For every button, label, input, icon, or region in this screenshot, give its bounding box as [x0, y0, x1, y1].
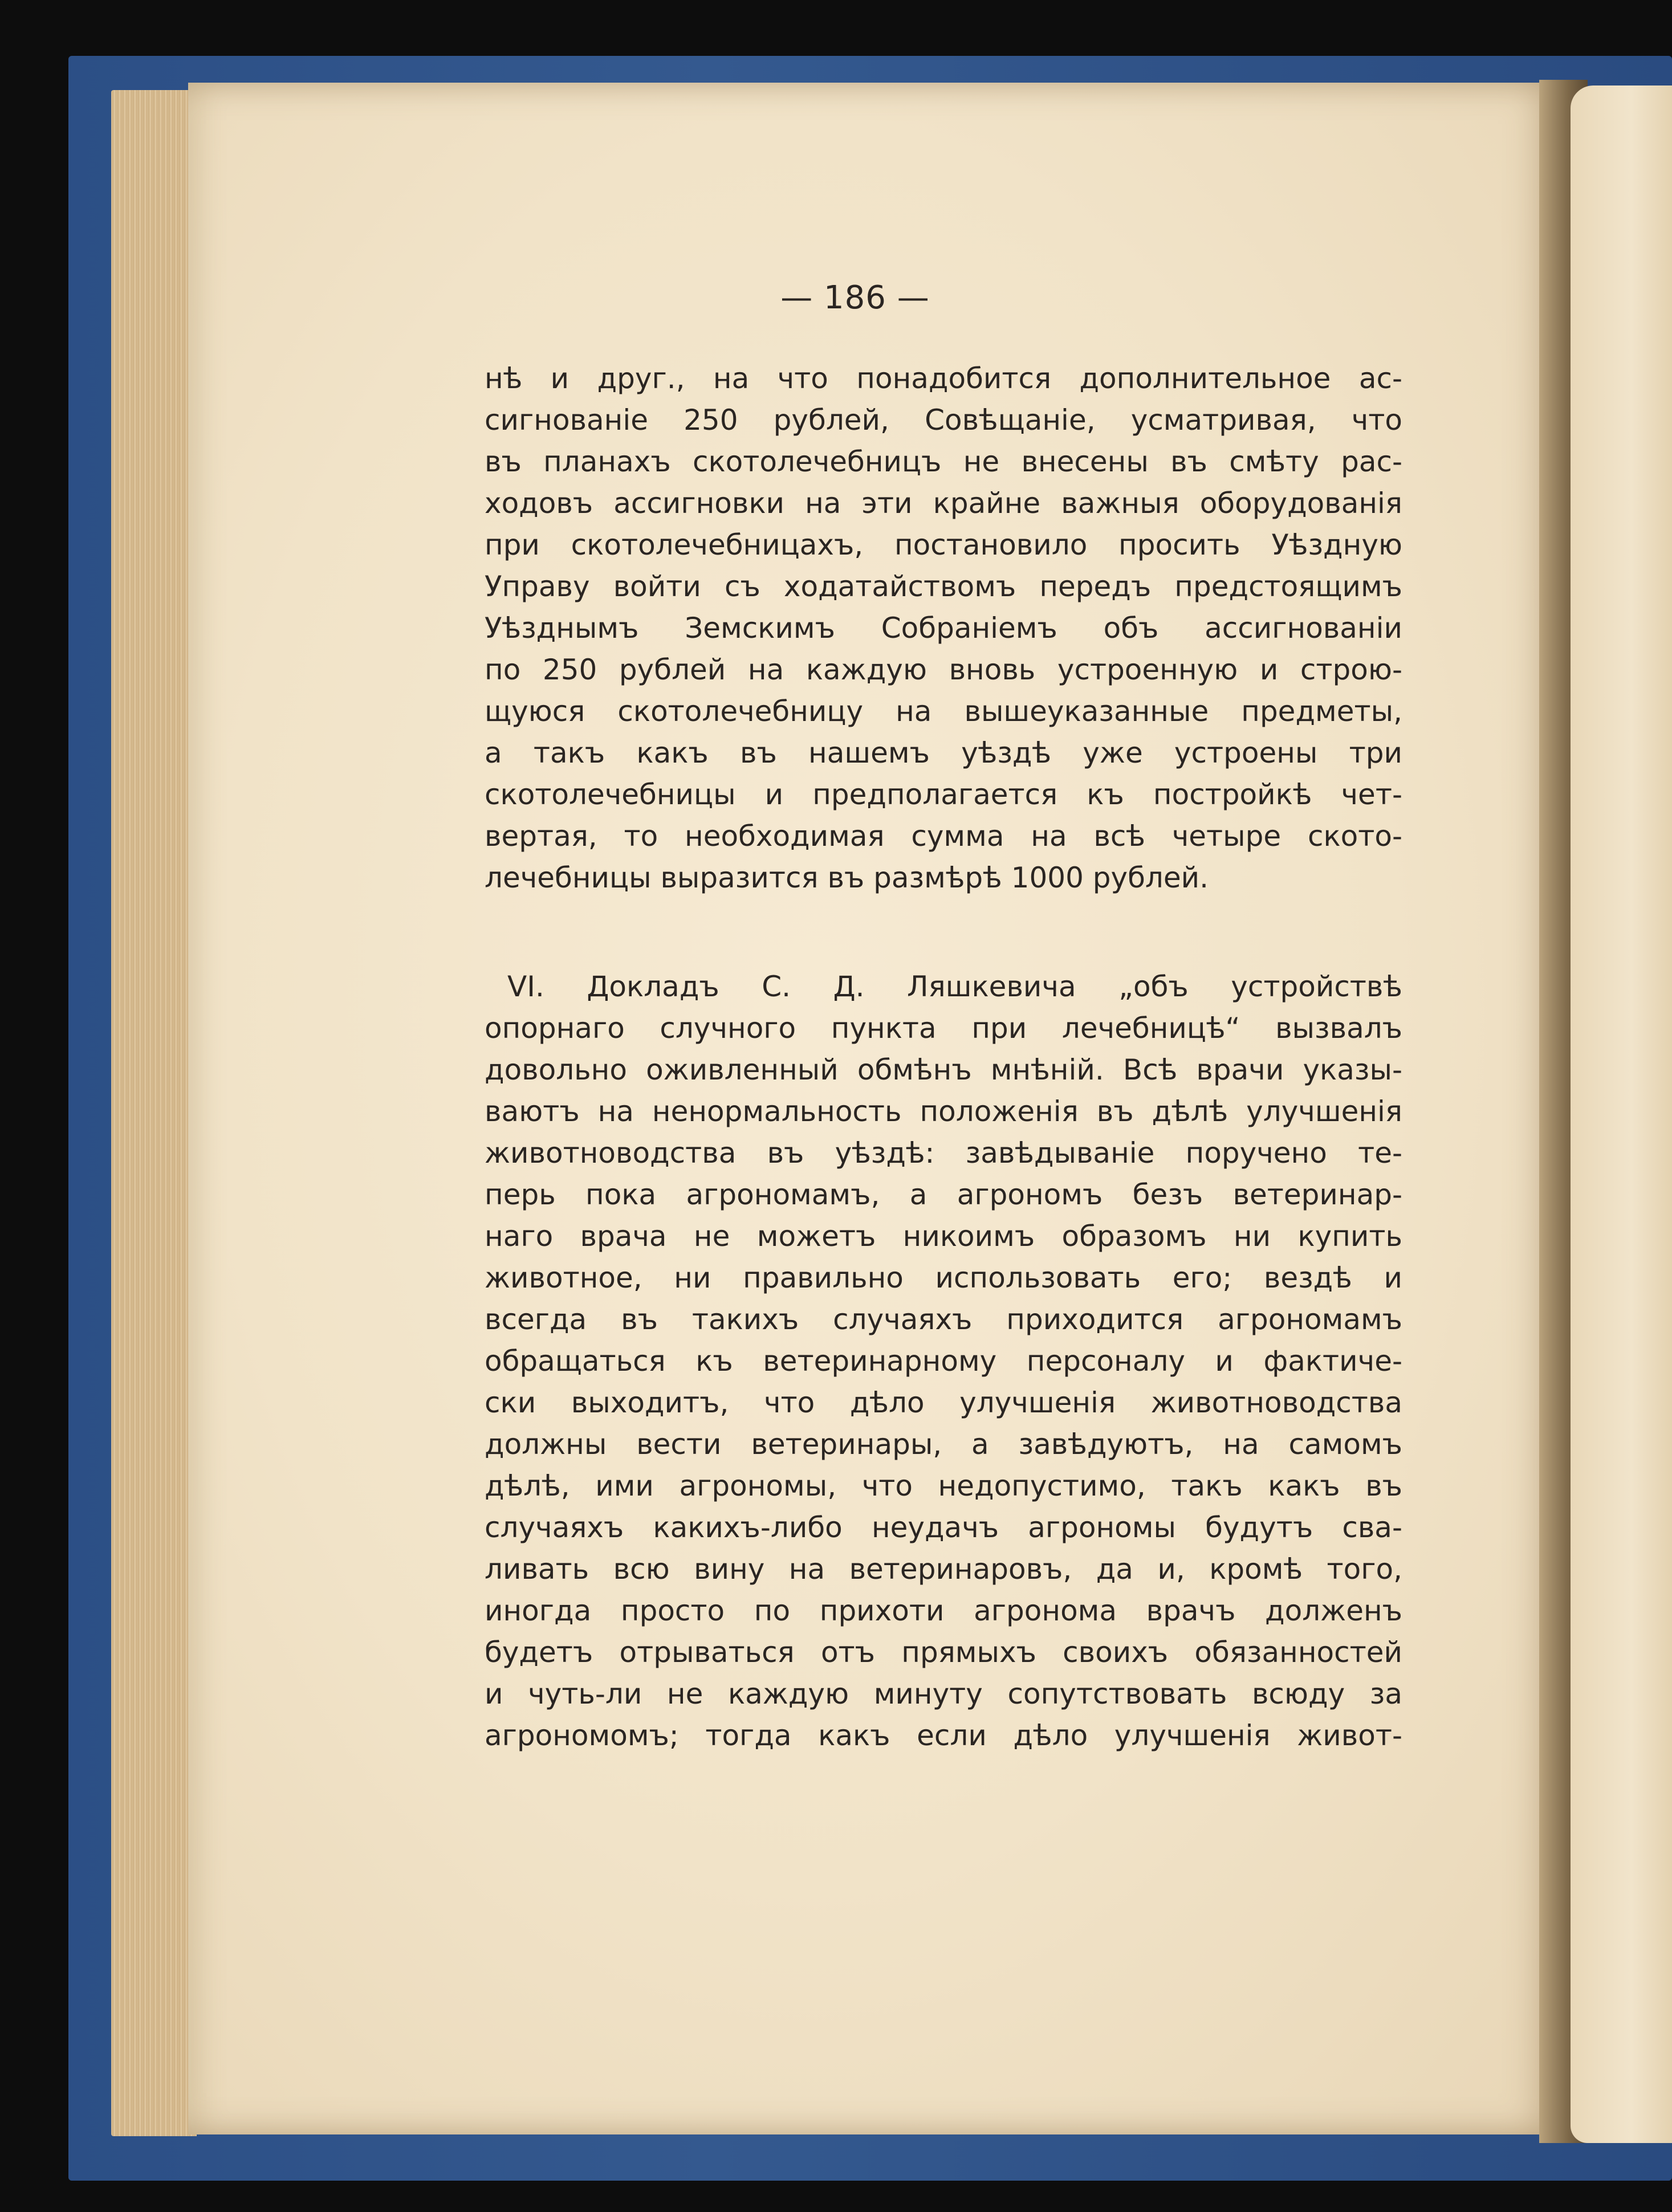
- text-line: должны вести ветеринары, а завѣдуютъ, на самомъ: [485, 1428, 1402, 1461]
- text-line: ходовъ ассигновки на эти крайне важныя оборудованія: [485, 487, 1402, 520]
- text-line: животноводства въ уѣздѣ: завѣдываніе поручено те-: [485, 1136, 1402, 1170]
- text-line: иногда просто по прихоти агронома врачъ долженъ: [485, 1594, 1402, 1627]
- page-edges: [111, 90, 197, 2136]
- text-line: довольно оживленный обмѣнъ мнѣній. Всѣ врачи указы-: [485, 1053, 1402, 1086]
- text-line: Уѣзднымъ Земскимъ Собраніемъ объ ассигнованіи: [485, 612, 1402, 645]
- text-line: дѣлѣ, ими агрономы, что недопустимо, такъ какъ въ: [485, 1469, 1402, 1502]
- text-line: перь пока агрономамъ, а агрономъ безъ ветеринар-: [485, 1178, 1402, 1211]
- text-line: ливать всю вину на ветеринаровъ, да и, кромѣ того,: [485, 1553, 1402, 1586]
- text-line: нѣ и друг., на что понадобится дополнительное ас-: [485, 362, 1402, 395]
- text-line: лечебницы выразится въ размѣрѣ 1000 рублей.: [485, 861, 1209, 894]
- text-line: вертая, то необходимая сумма на всѣ четыре ското-: [485, 820, 1402, 853]
- text-line: животное, ни правильно использовать его; вездѣ и: [485, 1261, 1402, 1294]
- text-line: сигнованіе 250 рублей, Совѣщаніе, усматривая, что: [485, 404, 1402, 437]
- text-line: и чуть-ли не каждую минуту сопутствовать всюду за: [485, 1677, 1402, 1710]
- paragraph-2: [485, 966, 1402, 1757]
- text-line: при скотолечебницахъ, постановило просить Уѣздную: [485, 528, 1402, 561]
- text-line: обращаться къ ветеринарному персоналу и фактиче-: [485, 1345, 1402, 1378]
- text-line: а такъ какъ въ нашемъ уѣздѣ уже устроены три: [485, 736, 1402, 769]
- facing-page: [1571, 85, 1672, 2143]
- text-line: будетъ отрываться отъ прямыхъ своихъ обязанностей: [485, 1636, 1402, 1669]
- text-line: ваютъ на ненормальность положенія въ дѣлѣ улучшенія: [485, 1095, 1402, 1128]
- text-line: случаяхъ какихъ-либо неудачъ агрономы будутъ сва-: [485, 1511, 1402, 1544]
- text-line: щуюся скотолечебницу на вышеуказанные предметы,: [485, 695, 1402, 728]
- text-line: въ планахъ скотолечебницъ не внесены въ смѣту рас-: [485, 445, 1402, 478]
- text-line: всегда въ такихъ случаяхъ приходится агрономамъ: [485, 1303, 1402, 1336]
- text-line: по 250 рублей на каждую вновь устроенную и строю-: [485, 653, 1402, 686]
- text-line: Управу войти съ ходатайствомъ передъ предстоящимъ: [485, 570, 1402, 603]
- text-line: опорнаго случного пункта при лечебницѣ“ вызвалъ: [485, 1012, 1402, 1045]
- page-number: — 186 —: [780, 279, 930, 316]
- text-line: наго врача не можетъ никоимъ образомъ ни купить: [485, 1220, 1402, 1253]
- text-line: ски выходитъ, что дѣло улучшенія животноводства: [485, 1386, 1402, 1419]
- text-line: агрономомъ; тогда какъ если дѣло улучшенія живот-: [485, 1719, 1402, 1752]
- text-line: VI. Докладъ С. Д. Ляшкевича „объ устройствѣ: [507, 970, 1402, 1003]
- paragraph-1: [485, 358, 1402, 899]
- text-line: скотолечебницы и предполагается къ постройкѣ чет-: [485, 778, 1402, 811]
